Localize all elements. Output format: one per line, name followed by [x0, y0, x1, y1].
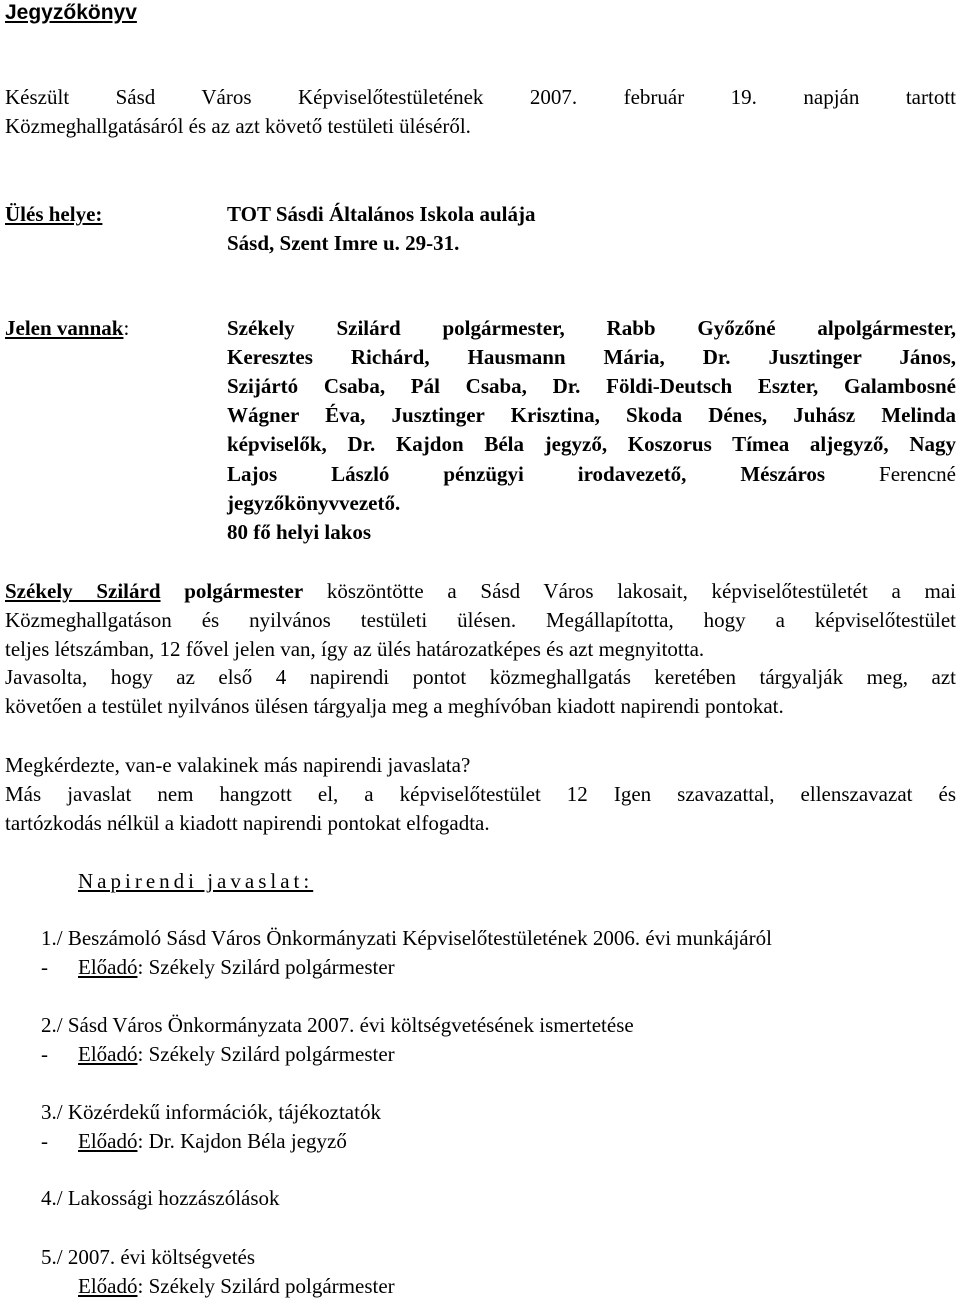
present-line-6 — [227, 460, 956, 489]
presenter-label: Előadó — [78, 1274, 138, 1298]
present-line-8: 80 fő helyi lakos — [227, 520, 372, 544]
presenter-label: Előadó — [78, 955, 138, 979]
paragraph1-line-3: teljes létszámban, 12 fővel jelen van, így az ülés határozatképes és azt megnyitotta. — [5, 637, 705, 661]
agenda-item-1-dash: - — [41, 955, 48, 979]
paragraph1-line-5: követően a testület nyilvános ülésen tárgyalja meg a meghívóban kiadott napirendi pontokat. — [5, 694, 784, 718]
agenda-item-4-title: 4./ Lakossági hozzászólások — [41, 1186, 280, 1210]
document-title: Jegyzőkönyv — [5, 1, 137, 24]
intro-line-2: Közmeghallgatásáról és az azt követő testületi üléséről. — [5, 114, 471, 138]
paragraph2-line-3: tartózkodás nélkül a kiadott napirendi pontokat elfogadta. — [5, 811, 490, 835]
presenter-label: Előadó — [78, 1042, 138, 1066]
paragraph2-line-2: Más javaslat nem hangzott el, a képviselőtestület 12 Igen szavazattal, ellenszavazat és — [5, 782, 956, 806]
present-line-2: Keresztes Richárd, Hausmann Mária, Dr. Jusztinger János, — [227, 345, 956, 369]
agenda-item-1-title: 1./ Beszámoló Sásd Város Önkormányzati Képviselőtestületének 2006. évi munkájáról — [41, 926, 772, 950]
present-line-4: Wágner Éva, Jusztinger Krisztina, Skoda Dénes, Juhász Melinda — [227, 403, 956, 427]
agenda-item-2-presenter — [78, 1040, 395, 1069]
present-colon: : — [123, 316, 130, 340]
agenda-item-1-presenter — [78, 953, 395, 982]
paragraph1-line-1-rest: köszöntötte a Sásd Város lakosait, képviselőtestületét a mai — [326, 579, 957, 603]
mayor-name: Székely Szilárd — [5, 579, 161, 603]
present-line-5: képviselők, Dr. Kajdon Béla jegyző, Koszorus Tímea aljegyző, Nagy — [227, 432, 956, 456]
presenter-label: Előadó — [78, 1129, 138, 1153]
agenda-item-2-presenter-name: : Székely Szilárd polgármester — [137, 1042, 395, 1066]
agenda-item-1-presenter-name: : Székely Szilárd polgármester — [137, 955, 395, 979]
paragraph1-line-4: Javasolta, hogy az első 4 napirendi pontot közmeghallgatás keretében tárgyalják meg, azt — [5, 665, 956, 689]
agenda-item-2-dash: - — [41, 1042, 48, 1066]
agenda-item-5-presenter-name: : Székely Szilárd polgármester — [137, 1274, 395, 1298]
paragraph1-line-2: Közmeghallgatáson és nyilvános testületi ülésen. Megállapította, hogy a képviselőtestület — [5, 608, 956, 632]
present-line-3: Szijártó Csaba, Pál Csaba, Dr. Földi-Deutsch Eszter, Galambosné — [227, 374, 956, 398]
paragraph1-line-1 — [5, 577, 956, 606]
present-line-6-normal: Ferencné — [879, 462, 956, 486]
agenda-item-3-presenter — [78, 1127, 347, 1156]
present-label: Jelen vannak — [5, 316, 124, 340]
agenda-heading: Napirendi javaslat: — [78, 869, 314, 893]
venue-line-2: Sásd, Szent Imre u. 29-31. — [227, 231, 460, 255]
agenda-item-3-title: 3./ Közérdekű információk, tájékoztatók — [41, 1100, 381, 1124]
agenda-item-5-presenter — [78, 1272, 395, 1301]
venue-label: Ülés helye: — [5, 202, 103, 226]
mayor-title: polgármester — [184, 579, 304, 603]
agenda-item-2-title: 2./ Sásd Város Önkormányzata 2007. évi költségvetésének ismertetése — [41, 1013, 634, 1037]
venue-line-1: TOT Sásdi Általános Iskola aulája — [227, 202, 536, 226]
present-line-1: Székely Szilárd polgármester, Rabb Győzőné alpolgármester, — [227, 316, 956, 340]
present-line-7: jegyzőkönyvvezető. — [227, 491, 401, 515]
present-label-wrap — [5, 314, 129, 343]
present-line-6-bold: Lajos László pénzügyi irodavezető, Mészáros — [227, 462, 826, 486]
paragraph2-line-1: Megkérdezte, van-e valakinek más napirendi javaslata? — [5, 753, 471, 777]
agenda-item-3-dash: - — [41, 1129, 48, 1153]
intro-line-1: Készült Sásd Város Képviselőtestületének 2007. február 19. napján tartott — [5, 85, 956, 109]
agenda-item-3-presenter-name: : Dr. Kajdon Béla jegyző — [137, 1129, 347, 1153]
agenda-item-5-title: 5./ 2007. évi költségvetés — [41, 1245, 256, 1269]
